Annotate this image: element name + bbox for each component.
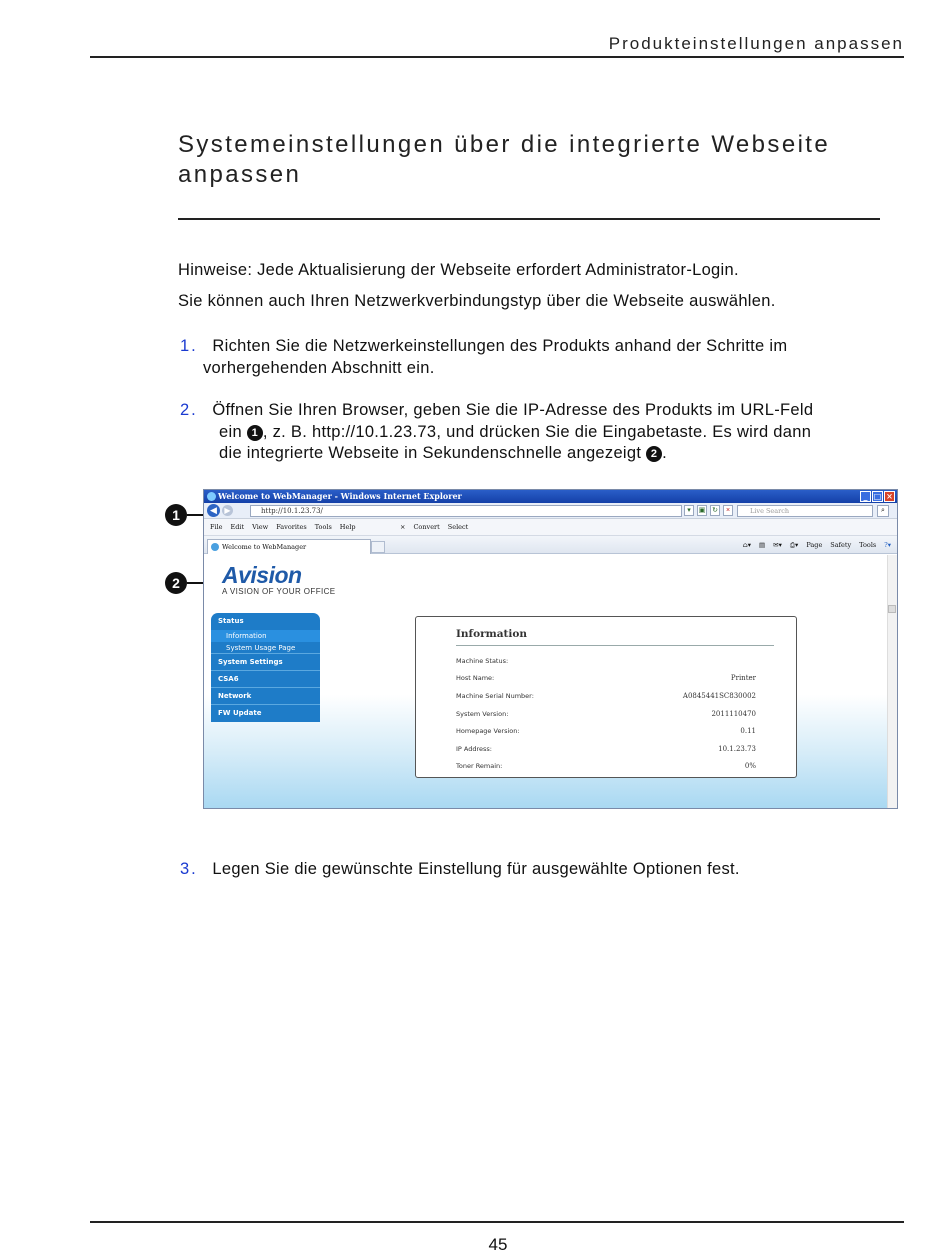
section-title: Systemeinstellungen über die integrierte Webseite anpassen — [178, 131, 831, 188]
step-text-part: die integrierte Webseite in Sekundenschnelle angezeigt — [219, 444, 642, 462]
info-value: Printer — [730, 674, 756, 682]
mail-icon[interactable]: ✉▾ — [773, 541, 782, 549]
step-text-continued: vorhergehenden Abschnitt ein. — [203, 358, 435, 377]
page-scrollbar[interactable] — [887, 555, 897, 809]
select-button[interactable]: Select — [447, 523, 469, 531]
step-1 — [180, 336, 900, 379]
info-value: 0.11 — [740, 727, 756, 735]
info-value: 2011110470 — [711, 710, 756, 718]
info-label: Host Name: — [456, 674, 495, 682]
window-title: Welcome to WebManager - Windows Internet Explorer — [218, 491, 462, 501]
live-search-input[interactable]: Live Search — [737, 505, 873, 517]
nav-status[interactable]: Status — [218, 617, 244, 625]
nav-system-settings[interactable]: System Settings — [211, 654, 320, 671]
running-header: Produkteinstellungen anpassen — [608, 34, 904, 53]
maximize-icon[interactable]: □ — [873, 491, 882, 501]
close-toolbar-icon[interactable]: × — [400, 523, 406, 531]
page-icon — [211, 543, 219, 551]
page-menu[interactable]: Page — [806, 541, 823, 549]
information-panel — [415, 616, 797, 778]
panel-title: Information — [456, 628, 527, 640]
step-text: Öffnen Sie Ihren Browser, geben Sie die IP-Adresse des Produkts im URL-Feld — [212, 401, 814, 419]
step-text-part: ein — [219, 422, 242, 441]
info-row-machine-status — [456, 657, 756, 669]
avision-logo — [222, 562, 336, 596]
new-tab-button[interactable] — [371, 541, 385, 553]
footer-divider — [90, 1221, 904, 1223]
dropdown-icon[interactable]: ▾ — [684, 505, 694, 516]
info-value: 0% — [744, 762, 756, 770]
menu-view[interactable]: View — [252, 523, 269, 531]
info-label: Machine Serial Number: — [456, 692, 534, 700]
address-actions — [684, 505, 733, 516]
close-icon[interactable]: × — [884, 491, 895, 502]
search-icon[interactable]: ⌕ — [877, 505, 889, 517]
help-icon[interactable]: ?▾ — [884, 541, 891, 549]
info-value: A0845441SC830002 — [682, 692, 756, 700]
url-field[interactable]: http://10.1.23.73/ — [250, 505, 682, 517]
callout-marker-1: 1 — [165, 504, 187, 526]
refresh-icon[interactable]: ↻ — [710, 505, 720, 516]
step-text: Richten Sie die Netzwerkeinstellungen des Produkts anhand der Schritte im — [212, 337, 788, 355]
menu-edit[interactable]: Edit — [230, 523, 245, 531]
marker-two-inline: 2 — [646, 446, 662, 462]
menu-file[interactable]: File — [210, 523, 223, 531]
menu-bar — [204, 519, 897, 536]
page-number: 45 — [488, 1235, 508, 1254]
info-row-serial-number — [456, 692, 756, 704]
info-row-homepage-version — [456, 727, 756, 739]
menu-tools[interactable]: Tools — [314, 523, 332, 531]
step-number: 1. — [180, 337, 198, 355]
step-2 — [180, 400, 920, 465]
info-row-toner-remain — [456, 762, 756, 774]
callout-marker-2: 2 — [165, 572, 187, 594]
minimize-icon[interactable]: _ — [860, 491, 871, 502]
logo-wordmark: Avision — [222, 562, 302, 588]
step-number: 3. — [180, 860, 198, 878]
convert-button[interactable]: Convert — [413, 523, 440, 531]
panel-divider — [456, 645, 774, 646]
step-text-part: , z. B. http://10.1.23.73, und drücken Sie die Eingabetaste. Es wird dann — [262, 422, 812, 441]
step-text-continued — [180, 422, 920, 444]
nav-csa6[interactable]: CSA6 — [211, 671, 320, 688]
info-label: Homepage Version: — [456, 727, 520, 735]
forward-icon[interactable]: ▶ — [222, 505, 233, 516]
side-navigation — [211, 613, 320, 722]
address-bar — [204, 503, 897, 519]
step-text: Legen Sie die gewünschte Einstellung für ausgewählte Optionen fest. — [212, 860, 740, 878]
step-text-part: . — [662, 444, 668, 462]
menu-favorites[interactable]: Favorites — [276, 523, 307, 531]
info-label: System Version: — [456, 710, 509, 718]
stop-icon[interactable]: × — [723, 505, 733, 516]
step-3 — [180, 859, 900, 881]
ie-icon — [207, 492, 216, 501]
info-row-system-version — [456, 710, 756, 722]
command-bar — [743, 536, 891, 554]
print-icon[interactable]: ⎙▾ — [789, 541, 799, 549]
window-controls — [860, 491, 895, 502]
menu-help[interactable]: Help — [339, 523, 356, 531]
info-label: IP Address: — [456, 745, 492, 753]
tab-webmanager[interactable] — [207, 539, 371, 554]
safety-menu[interactable]: Safety — [830, 541, 852, 549]
marker-one-inline: 1 — [247, 425, 263, 441]
info-label: Machine Status: — [456, 657, 509, 665]
info-value: 10.1.23.73 — [718, 745, 756, 753]
title-divider — [178, 218, 880, 220]
step-number: 2. — [180, 401, 198, 419]
tab-bar — [204, 536, 897, 554]
info-label: Toner Remain: — [456, 762, 503, 770]
nav-information[interactable]: Information — [211, 630, 320, 642]
network-type-note: Sie können auch Ihren Netzwerkverbindungstyp über die Webseite auswählen. — [178, 292, 776, 310]
header-divider — [90, 56, 904, 58]
back-icon[interactable]: ◀ — [207, 504, 220, 517]
scrollbar-thumb[interactable] — [888, 605, 896, 613]
step-text-continued — [180, 443, 920, 465]
hint-text: Hinweise: Jede Aktualisierung der Webseite erfordert Administrator-Login. — [178, 261, 739, 279]
tab-label: Welcome to WebManager — [222, 543, 307, 551]
browser-screenshot — [203, 489, 898, 809]
home-icon[interactable]: ⌂▾ — [742, 541, 751, 549]
tools-menu[interactable]: Tools — [859, 541, 877, 549]
nav-fw-update[interactable]: FW Update — [218, 709, 262, 717]
page-content — [204, 555, 897, 809]
window-titlebar — [204, 490, 897, 503]
nav-network[interactable]: Network — [211, 688, 320, 705]
logo-tagline: A VISION OF YOUR OFFICE — [222, 587, 336, 596]
nav-system-usage[interactable]: System Usage Page — [211, 642, 320, 654]
info-row-ip-address — [456, 745, 756, 757]
feeds-icon[interactable]: ▤ — [758, 541, 766, 549]
info-row-host-name — [456, 674, 756, 686]
compat-icon[interactable]: ▣ — [698, 507, 706, 514]
